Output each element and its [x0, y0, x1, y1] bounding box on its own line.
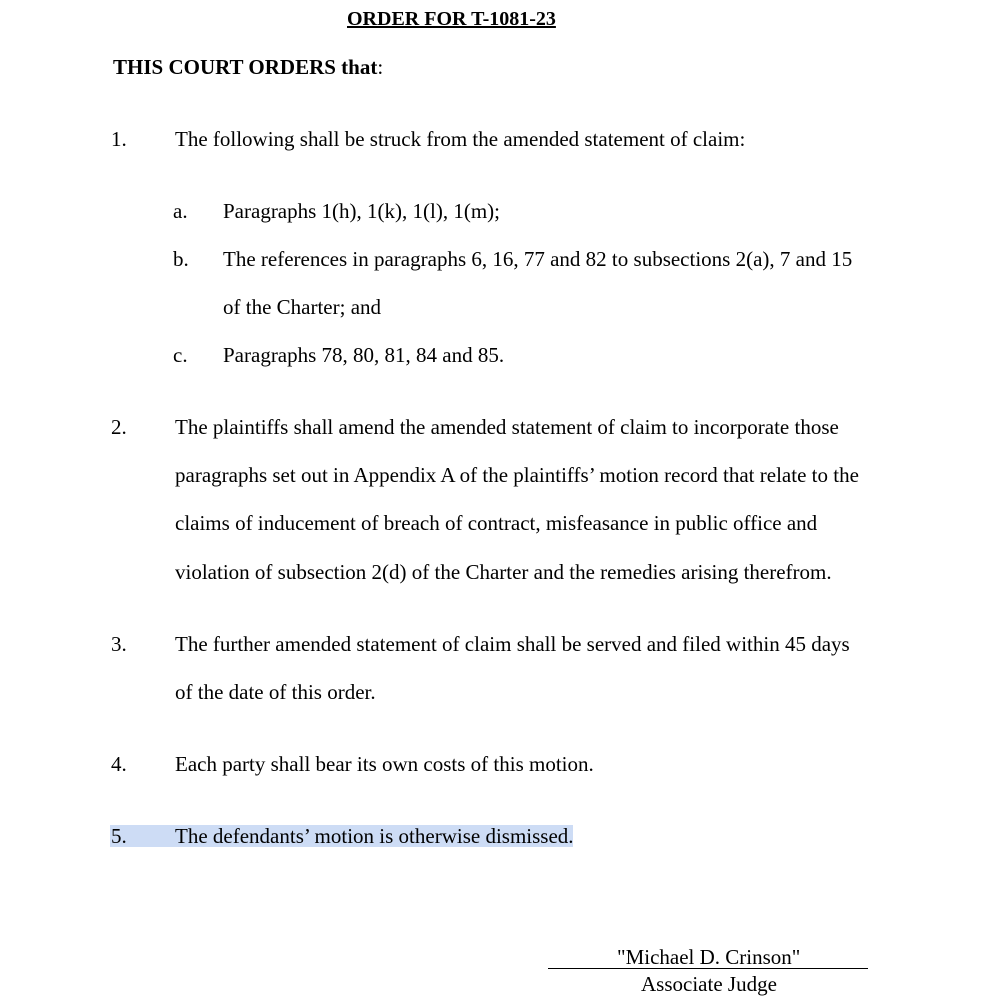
item-5-number: 5.	[111, 824, 127, 848]
item-3-text-line-1: The further amended statement of claim shall be served and filed within 45 days	[175, 632, 850, 656]
item-1a-letter: a.	[173, 199, 188, 223]
item-1c-letter: c.	[173, 343, 188, 367]
item-1b-letter: b.	[173, 247, 189, 271]
signature-line	[548, 968, 868, 969]
signature-title: Associate Judge	[641, 972, 777, 996]
signature-name: "Michael D. Crinson"	[617, 945, 801, 969]
item-1b-text-line-2: of the Charter; and	[223, 295, 382, 319]
item-3-text-line-2: of the date of this order.	[175, 680, 376, 704]
item-2-number: 2.	[111, 415, 127, 439]
court-orders-bold: THIS COURT ORDERS that	[113, 55, 378, 79]
item-5-text: The defendants’ motion is otherwise dismissed.	[175, 824, 574, 848]
item-2-text-line-4: violation of subsection 2(d) of the Charter and the remedies arising therefrom.	[175, 560, 832, 584]
item-2-text-line-1: The plaintiffs shall amend the amended statement of claim to incorporate those	[175, 415, 839, 439]
item-1-number: 1.	[111, 127, 127, 151]
item-1-text: The following shall be struck from the amended statement of claim:	[175, 127, 746, 151]
item-3-number: 3.	[111, 632, 127, 656]
item-1b-text-line-1: The references in paragraphs 6, 16, 77 and 82 to subsections 2(a), 7 and 15	[223, 247, 853, 271]
item-4-number: 4.	[111, 752, 127, 776]
item-1c-text: Paragraphs 78, 80, 81, 84 and 85.	[223, 343, 505, 367]
document-title: ORDER FOR T-1081-23	[347, 8, 556, 30]
court-orders-colon: :	[377, 55, 384, 79]
item-2-text-line-3: claims of inducement of breach of contract, misfeasance in public office and	[175, 511, 818, 535]
item-4-text: Each party shall bear its own costs of this motion.	[175, 752, 594, 776]
item-1a-text: Paragraphs 1(h), 1(k), 1(l), 1(m);	[223, 199, 500, 223]
item-2-text-line-2: paragraphs set out in Appendix A of the plaintiffs’ motion record that relate to the	[175, 463, 859, 487]
court-orders-heading	[113, 55, 383, 79]
